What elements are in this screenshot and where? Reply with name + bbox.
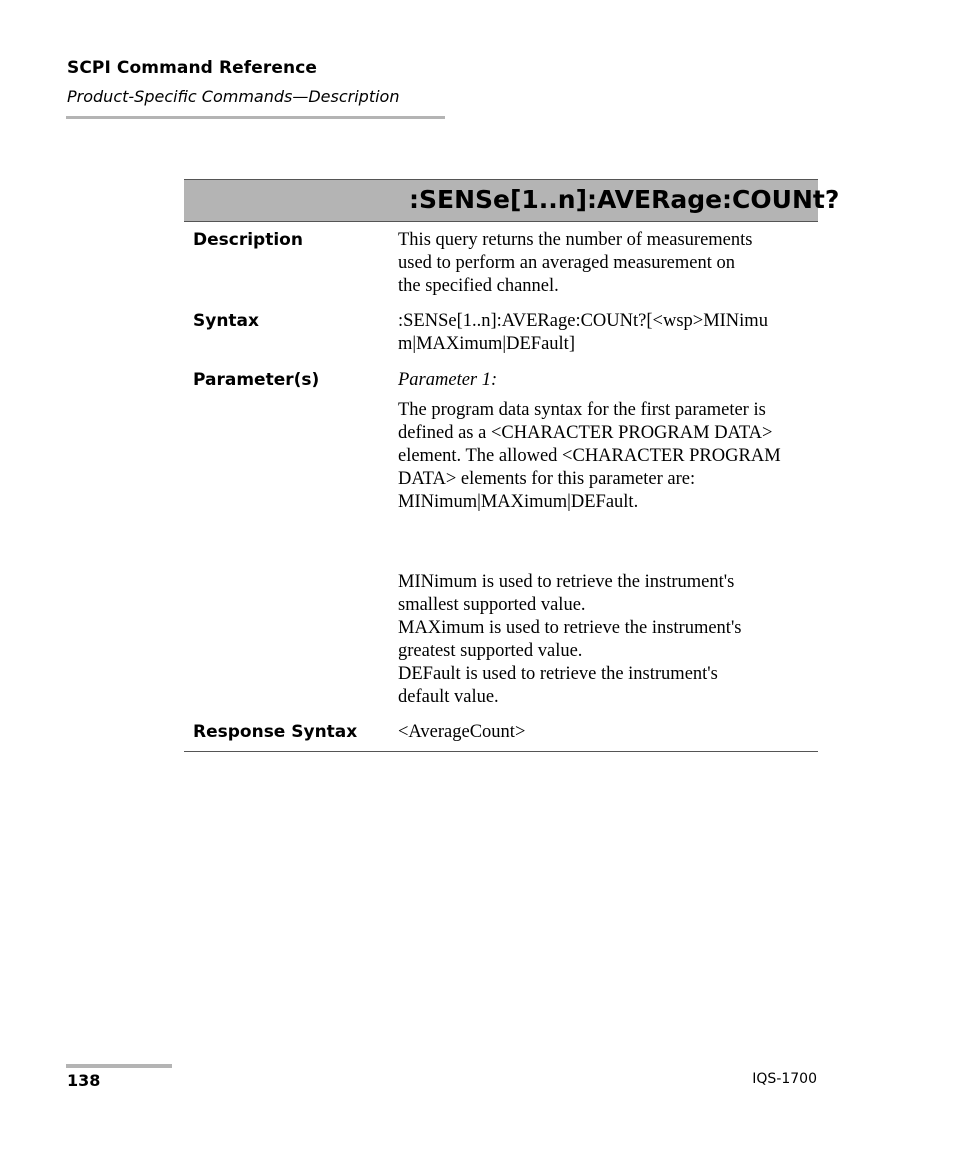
parameter-definition-line: element. The allowed <CHARACTER PROGRAM	[398, 446, 781, 466]
response-syntax-label: Response Syntax	[193, 722, 358, 742]
table-bottom-rule	[184, 751, 818, 752]
description-label: Description	[193, 230, 303, 250]
description-line: This query returns the number of measurements	[398, 230, 753, 250]
parameter-definition-line: defined as a <CHARACTER PROGRAM DATA>	[398, 423, 773, 443]
parameter-value-line: default value.	[398, 687, 499, 707]
running-header-subtitle: Product-Specific Commands—Description	[67, 87, 400, 106]
parameter-value-line: smallest supported value.	[398, 595, 586, 615]
parameter-value-line: MINimum is used to retrieve the instrument's	[398, 572, 735, 592]
response-syntax-value: <AverageCount>	[398, 722, 526, 742]
description-line: the specified channel.	[398, 276, 559, 296]
footer-divider	[66, 1064, 172, 1068]
parameter-definition-line: MINimum|MAXimum|DEFault.	[398, 492, 639, 512]
syntax-line: m|MAXimum|DEFault]	[398, 334, 575, 354]
header-divider	[66, 116, 445, 119]
parameter-values	[398, 571, 818, 709]
parameter-value-line: greatest supported value.	[398, 641, 583, 661]
description-text	[398, 229, 818, 298]
parameters-label: Parameter(s)	[193, 370, 320, 390]
parameter-definition-line: The program data syntax for the first parameter is	[398, 400, 766, 420]
syntax-text	[398, 310, 818, 356]
description-line: used to perform an averaged measurement on	[398, 253, 735, 273]
page-number: 138	[67, 1071, 101, 1090]
parameter-definition	[398, 399, 818, 514]
product-name: IQS-1700	[752, 1071, 817, 1087]
syntax-line: :SENSe[1..n]:AVERage:COUNt?[<wsp>MINimu	[398, 311, 768, 331]
parameter-heading: Parameter 1:	[398, 370, 498, 390]
command-title: :SENSe[1..n]:AVERage:COUNt?	[409, 185, 840, 214]
parameter-value-line: MAXimum is used to retrieve the instrument's	[398, 618, 742, 638]
syntax-label: Syntax	[193, 311, 259, 331]
running-header-title: SCPI Command Reference	[67, 58, 318, 78]
parameter-definition-line: DATA> elements for this parameter are:	[398, 469, 696, 489]
parameter-value-line: DEFault is used to retrieve the instrument's	[398, 664, 718, 684]
